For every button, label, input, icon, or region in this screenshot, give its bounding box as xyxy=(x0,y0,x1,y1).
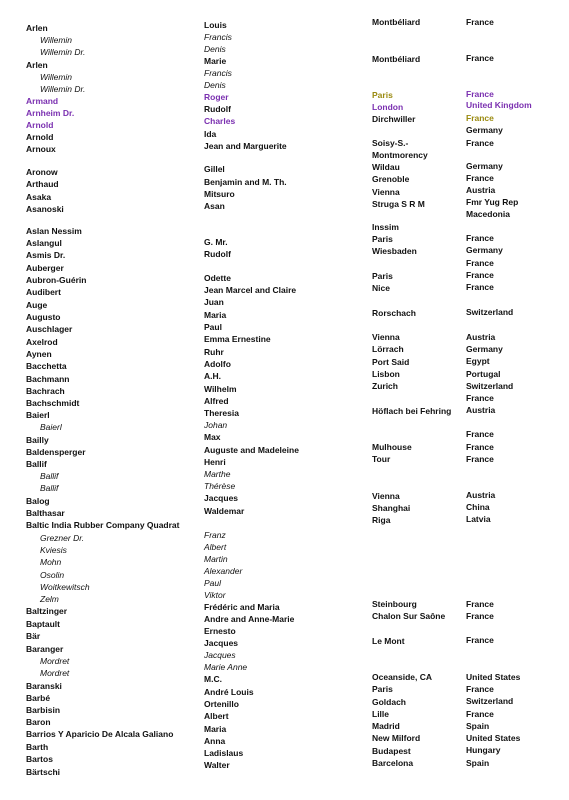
first-name-entry: Asan xyxy=(204,201,225,211)
surname-entry: Willemin xyxy=(40,72,73,82)
first-name-entry: Ida xyxy=(204,129,217,139)
first-name-entry: Francis xyxy=(204,68,232,78)
city-entry: Höflach bei Fehring xyxy=(372,406,452,416)
first-name-entry: Marie xyxy=(204,56,227,66)
first-name-entry: Jacques xyxy=(204,650,236,660)
country-entry: Germany xyxy=(466,161,503,171)
first-name-entry: Marie Anne xyxy=(204,662,248,672)
city-entry: Montbéliard xyxy=(372,54,421,64)
first-name-entry: Waldemar xyxy=(204,506,245,516)
country-entry: Switzerland xyxy=(466,696,514,706)
city-entry: New Milford xyxy=(372,733,421,743)
first-name-entry: Rudolf xyxy=(204,104,231,114)
surname-entry: Bachrach xyxy=(26,386,65,396)
city-entry: Vienna xyxy=(372,332,400,342)
city-entry: Vienna xyxy=(372,491,400,501)
first-name-entry: Louis xyxy=(204,20,227,30)
surname-entry: Armand xyxy=(26,96,59,106)
country-entry: Spain xyxy=(466,721,490,731)
country-entry: Spain xyxy=(466,758,490,768)
surname-entry: Baltic India Rubber Company Quadrat xyxy=(26,520,180,530)
surname-entry: Woitkewitsch xyxy=(40,582,90,592)
city-entry: Le Mont xyxy=(372,636,405,646)
first-name-entry: Paul xyxy=(204,322,222,332)
surname-entry: Grezner Dr. xyxy=(40,533,85,543)
city-entry: Tour xyxy=(372,454,391,464)
first-name-entry: Albert xyxy=(204,542,227,552)
city-entry: Struga S R M xyxy=(372,199,425,209)
city-entry: Wildau xyxy=(372,162,400,172)
first-name-entry: A.H. xyxy=(204,371,221,381)
first-name-entry: Benjamin and M. Th. xyxy=(204,177,287,187)
first-name-entry: Ladislaus xyxy=(204,748,244,758)
country-entry: Hungary xyxy=(466,745,501,755)
surname-entry: Baierl xyxy=(26,410,50,420)
surname-entry: Baranger xyxy=(26,644,64,654)
first-name-entry: Roger xyxy=(204,92,229,102)
country-entry: France xyxy=(466,270,494,280)
city-entry: Madrid xyxy=(372,721,400,731)
surname-entry: Arthaud xyxy=(26,179,59,189)
country-entry: United States xyxy=(466,733,521,743)
country-entry: Portugal xyxy=(466,369,501,379)
city-entry: Vienna xyxy=(372,187,400,197)
country-entry: France xyxy=(466,17,494,27)
first-name-entry: Henri xyxy=(204,457,226,467)
surname-entry: Axelrod xyxy=(26,337,58,347)
city-entry: Inssim xyxy=(372,222,399,232)
surname-entry: Bacchetta xyxy=(26,361,67,371)
first-name-entry: Johan xyxy=(204,420,228,430)
surname-entry: Audibert xyxy=(26,287,61,297)
city-entry: Steinbourg xyxy=(372,599,417,609)
surname-entry: Mohn xyxy=(40,557,62,567)
first-name-entry: Adolfo xyxy=(204,359,231,369)
surname-entry: Arnold xyxy=(26,132,54,142)
country-entry: France xyxy=(466,53,494,63)
country-entry: France xyxy=(466,635,494,645)
first-name-entry: Anna xyxy=(204,736,226,746)
surname-entry: Bailly xyxy=(26,435,49,445)
country-entry: France xyxy=(466,454,494,464)
city-entry: Montbéliard xyxy=(372,17,421,27)
first-name-entry: Alfred xyxy=(204,396,229,406)
country-entry: France xyxy=(466,611,494,621)
first-name-entry: Francis xyxy=(204,32,232,42)
city-entry: Nice xyxy=(372,283,390,293)
surname-entry: Barrios Y Aparicio De Alcala Galiano xyxy=(26,729,174,739)
first-name-entry: Charles xyxy=(204,116,236,126)
city-entry: Oceanside, CA xyxy=(372,672,432,682)
surname-entry: Baltzinger xyxy=(26,606,68,616)
first-name-entry: Viktor xyxy=(204,590,226,600)
surname-entry: Auberger xyxy=(26,263,64,273)
surname-entry: Barth xyxy=(26,742,49,752)
surname-entry: Arnoux xyxy=(26,144,56,154)
first-name-entry: Denis xyxy=(204,44,226,54)
first-name-entry: Jean Marcel and Claire xyxy=(204,285,297,295)
surname-entry: Arlen xyxy=(26,60,48,70)
city-entry: Paris xyxy=(372,234,393,244)
first-name-entry: Alexander xyxy=(204,566,243,576)
country-entry: Macedonia xyxy=(466,209,510,219)
country-entry: Austria xyxy=(466,185,496,195)
country-entry: France xyxy=(466,173,494,183)
first-name-entry: Ruhr xyxy=(204,347,224,357)
surname-entry: Ballif xyxy=(40,483,59,493)
city-entry: Paris xyxy=(372,684,393,694)
surname-entry: Willemin Dr. xyxy=(40,84,86,94)
first-name-entry: Emma Ernestine xyxy=(204,334,271,344)
first-name-entry: Odette xyxy=(204,273,231,283)
surname-entry: Bachmann xyxy=(26,374,70,384)
first-name-entry: Ernesto xyxy=(204,626,236,636)
country-entry: France xyxy=(466,442,494,452)
first-name-entry: Juan xyxy=(204,297,224,307)
first-name-entry: Ortenillo xyxy=(204,699,239,709)
first-name-entry: Maria xyxy=(204,724,227,734)
city-entry: Zurich xyxy=(372,381,398,391)
country-entry: China xyxy=(466,502,490,512)
surname-entry: Baierl xyxy=(40,422,62,432)
city-entry: Soisy-S.- xyxy=(372,138,409,148)
surname-entry: Arlen xyxy=(26,23,48,33)
first-name-entry: Albert xyxy=(204,711,229,721)
city-entry: Montmorency xyxy=(372,150,428,160)
surname-entry: Ballif xyxy=(26,459,47,469)
surname-entry: Aynen xyxy=(26,349,52,359)
surname-entry: Bärtschi xyxy=(26,767,61,777)
surname-entry: Arnold xyxy=(26,120,54,130)
country-entry: France xyxy=(466,89,494,99)
surname-entry: Baron xyxy=(26,717,51,727)
first-name-entry: Denis xyxy=(204,80,226,90)
country-entry: France xyxy=(466,113,494,123)
city-entry: Lille xyxy=(372,709,390,719)
first-name-entry: Wilhelm xyxy=(204,384,237,394)
surname-entry: Mordret xyxy=(40,656,70,666)
country-entry: France xyxy=(466,684,494,694)
first-name-entry: Andre and Anne-Marie xyxy=(204,614,295,624)
surname-entry: Asmis Dr. xyxy=(26,250,66,260)
country-entry: France xyxy=(466,429,494,439)
first-name-entry: Gillel xyxy=(204,164,225,174)
first-name-entry: Walter xyxy=(204,760,230,770)
first-name-entry: Paul xyxy=(204,578,222,588)
city-entry: Lisbon xyxy=(372,369,400,379)
country-entry: Germany xyxy=(466,344,503,354)
surname-entry: Auschlager xyxy=(26,324,73,334)
country-entry: United States xyxy=(466,672,521,682)
surname-entry: Kviesis xyxy=(40,545,67,555)
city-entry: Grenoble xyxy=(372,174,410,184)
city-entry: Rorschach xyxy=(372,308,416,318)
first-name-entry: Jacques xyxy=(204,638,239,648)
first-name-entry: Theresia xyxy=(204,408,239,418)
surname-entry: Auge xyxy=(26,300,48,310)
surname-entry: Osolin xyxy=(40,570,65,580)
country-entry: Egypt xyxy=(466,356,490,366)
country-entry: France xyxy=(466,138,494,148)
surname-entry: Asaka xyxy=(26,192,52,202)
city-entry: Paris xyxy=(372,90,393,100)
country-entry: Switzerland xyxy=(466,307,514,317)
first-name-entry: G. Mr. xyxy=(204,237,228,247)
city-entry: Port Said xyxy=(372,357,410,367)
surname-entry: Aslan Nessim xyxy=(26,226,82,236)
country-entry: France xyxy=(466,282,494,292)
city-entry: Barcelona xyxy=(372,758,414,768)
surname-entry: Bartos xyxy=(26,754,53,764)
surname-entry: Augusto xyxy=(26,312,61,322)
country-entry: Austria xyxy=(466,332,496,342)
city-entry: Shanghai xyxy=(372,503,411,513)
city-entry: Goldach xyxy=(372,697,407,707)
country-entry: Austria xyxy=(466,405,496,415)
country-entry: Austria xyxy=(466,490,496,500)
country-entry: France xyxy=(466,599,494,609)
surname-entry: Balog xyxy=(26,496,50,506)
city-entry: Lörrach xyxy=(372,344,404,354)
city-entry: Riga xyxy=(372,515,391,525)
surname-entry: Willemin Dr. xyxy=(40,47,86,57)
first-name-entry: Franz xyxy=(204,530,226,540)
first-name-entry: Auguste and Madeleine xyxy=(204,445,299,455)
surname-entry: Willemin xyxy=(40,35,73,45)
city-entry: Chalon Sur Saône xyxy=(372,611,446,621)
first-name-entry: Thérèse xyxy=(204,481,236,491)
country-entry: France xyxy=(466,393,494,403)
surname-entry: Barbisin xyxy=(26,705,61,715)
surname-entry: Balthasar xyxy=(26,508,65,518)
country-entry: France xyxy=(466,709,494,719)
country-entry: Germany xyxy=(466,125,503,135)
first-name-entry: Martin xyxy=(204,554,228,564)
surname-entry: Asanoski xyxy=(26,204,64,214)
city-entry: Mulhouse xyxy=(372,442,412,452)
country-entry: Latvia xyxy=(466,514,491,524)
country-entry: United Kingdom xyxy=(466,100,532,110)
country-entry: France xyxy=(466,233,494,243)
first-name-entry: Rudolf xyxy=(204,249,231,259)
first-name-entry: Maria xyxy=(204,310,227,320)
surname-entry: Barbé xyxy=(26,693,51,703)
surname-entry: Bär xyxy=(26,631,41,641)
first-name-entry: Frédéric and Maria xyxy=(204,602,280,612)
country-entry: Switzerland xyxy=(466,381,514,391)
country-entry: Germany xyxy=(466,245,503,255)
first-name-entry: Max xyxy=(204,432,221,442)
first-name-entry: André Louis xyxy=(204,687,254,697)
city-entry: Wiesbaden xyxy=(372,246,417,256)
first-name-entry: Marthe xyxy=(204,469,231,479)
surname-entry: Aslangul xyxy=(26,238,62,248)
first-name-entry: Jean and Marguerite xyxy=(204,141,287,151)
first-name-entry: Jacques xyxy=(204,493,239,503)
surname-entry: Zelm xyxy=(40,594,59,604)
surname-entry: Ballif xyxy=(40,471,59,481)
city-entry: London xyxy=(372,102,404,112)
city-entry: Budapest xyxy=(372,746,411,756)
country-entry: Fmr Yug Rep xyxy=(466,197,519,207)
surname-entry: Baldensperger xyxy=(26,447,86,457)
surname-entry: Aubron-Guérin xyxy=(26,275,87,285)
surname-entry: Arnheim Dr. xyxy=(26,108,75,118)
surname-entry: Mordret xyxy=(40,668,70,678)
surname-entry: Baranski xyxy=(26,681,62,691)
city-entry: Dirchwiller xyxy=(372,114,416,124)
surname-entry: Baptault xyxy=(26,619,60,629)
first-name-entry: M.C. xyxy=(204,674,222,684)
surname-entry: Aronow xyxy=(26,167,58,177)
first-name-entry: Mitsuro xyxy=(204,189,235,199)
country-entry: France xyxy=(466,258,494,268)
surname-entry: Bachschmidt xyxy=(26,398,80,408)
city-entry: Paris xyxy=(372,271,393,281)
